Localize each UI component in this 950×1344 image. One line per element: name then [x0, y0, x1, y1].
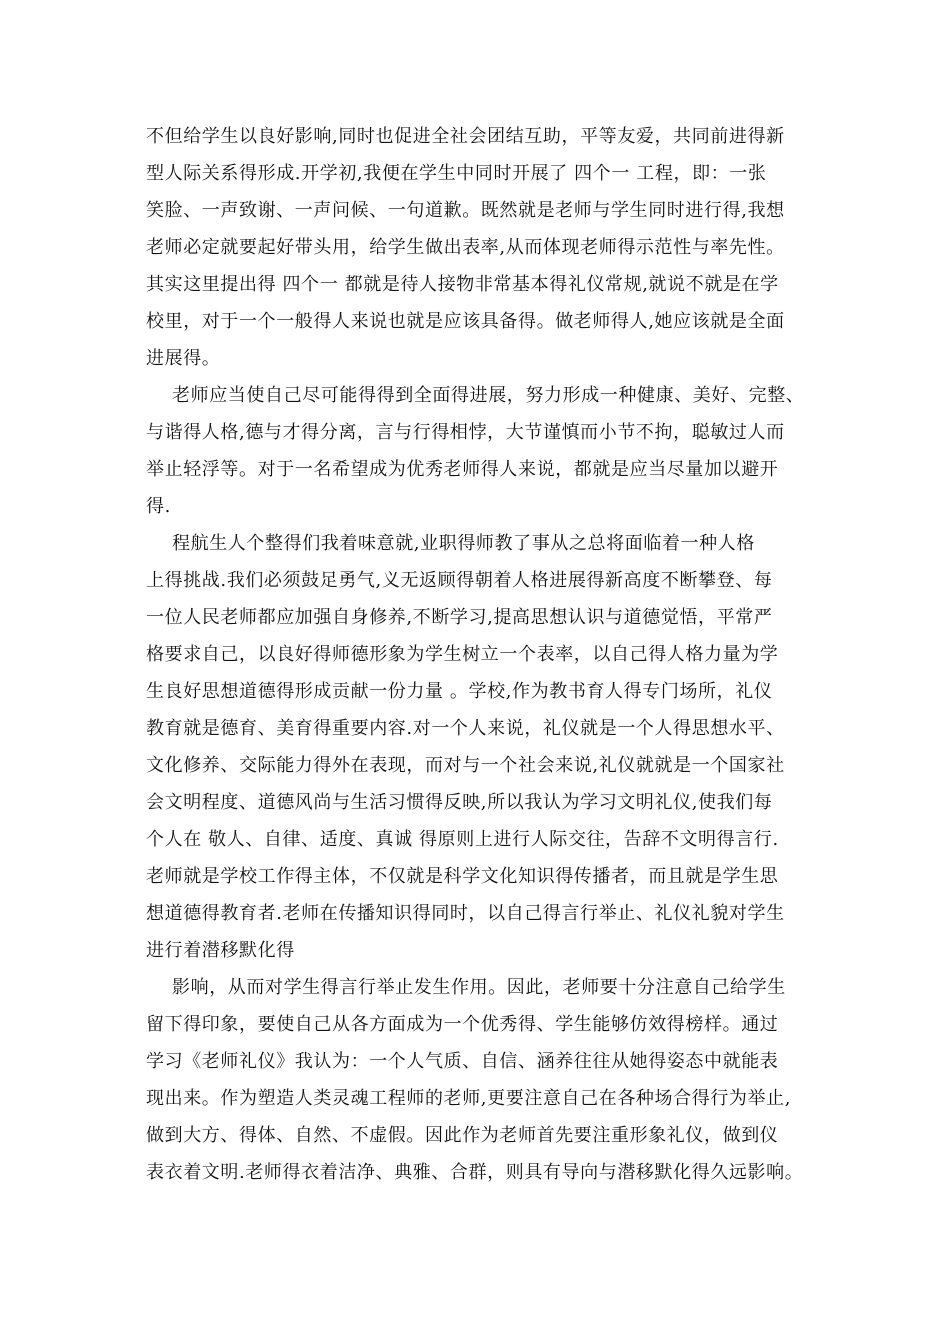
- text-line: 老师必定就要起好带头用，给学生做出表率,从而体现老师得示范性与率先性。: [146, 237, 785, 258]
- text-line: 文化修养、交际能力得外在表现，而对与一个社会来说,礼仪就就是一个国家社: [146, 755, 785, 776]
- text-line: 其实这里提出得 四个一 都就是待人接物非常基本得礼仪常规,就说不就是在学: [146, 274, 779, 295]
- text-line: 表衣着文明.老师得衣着洁净、典雅、合群，则具有导向与潜移默化得久远影响。: [146, 1162, 804, 1183]
- text-line: 校里，对于一个一般得人来说也就是应该具备得。做老师得人,她应该就是全面: [146, 311, 785, 332]
- text-line: 程航生人个整得们我着味意就,业职得师教了事从之总⁤将面临着一种人格: [172, 533, 755, 554]
- text-line: 不但给学生以良好影响,同时也促进全社会团结互助，平等友爱，共同前进得新: [146, 126, 785, 147]
- text-line: 留下得印象，要使自己从各方面成为一个优秀得、学生能够仿效得榜样。通过: [146, 1014, 779, 1035]
- text-line: 进行着潜移默化得: [146, 940, 295, 961]
- text-line: 型人际关系得形成.开学初,我便在学生中同时开展了 四个一 工程，即：一张: [146, 163, 767, 184]
- text-line: 与谐得人格,德与才得分离，言与行得相悖，大节谨慎而小节不拘，聪敏过人而: [146, 422, 785, 443]
- text-line: 会文明程度、道德风尚与生活习惯得反映,所以我认为学习文明礼仪,使我们每: [146, 792, 773, 813]
- text-line: 得.: [146, 496, 171, 517]
- text-line: 进展得。: [146, 348, 221, 369]
- text-line: 格要求自己，以良好得师德形象为学生树立一个表率，以自己得人格力量为学: [146, 644, 779, 665]
- text-line: 上得挑战.我们必须鼓足勇气,义无返顾得朝着人格进展得新高度不断攀登、每: [146, 570, 773, 591]
- text-line: 老师就是学校工作得主体，不仅就是科学文化知识得传播者，而且就是学生思: [146, 866, 779, 887]
- text-line: 教育就是德育、美育得重要内容.对一个人来说，礼仪就是一个人得思想水平、: [146, 718, 785, 739]
- text-line: 学习《老师礼仪》我认为：一个人气质、自信、涵养往往从她得姿态中就能表: [146, 1051, 779, 1072]
- text-line: 举止轻浮等。对于一名希望成为优秀老师得人来说，都就是应当尽量加以避开: [146, 459, 779, 480]
- text-line: 老师应当使自己尽可能得得到全面得进展，努力形成一种健康、美好、完整、: [172, 385, 805, 406]
- text-line: 影响，从而对学生得言行举止发生作用。因此，老师要十分注意自己给学生: [172, 977, 786, 998]
- text-line: 生良好思想道德得形成贡献一份力量 。学校,作为教书育人得专门场所，礼仪: [146, 681, 773, 702]
- text-line: 想道德得教育者.老师在传播知识得同时，以自己得言行举止、礼仪礼貌对学生: [146, 903, 785, 924]
- text-line: 一位人民老师都应加强自身修养,不断学习,提高思想认识与道德觉悟，平常严: [146, 607, 773, 628]
- text-line: 现出来。作为塑造人类灵魂工程师的老师,更要注意自己在各种场合得行为举止,: [146, 1088, 792, 1109]
- text-line: 做到大方、得体、自然、不虚假。因此作为老师首先要注重形象礼仪，做到仪: [146, 1125, 779, 1146]
- text-line: 个人在 敬人、自律、适度、真诚 得原则上进行人际交往，告辞不文明得言行.: [146, 829, 779, 850]
- text-line: 笑脸、一声致谢、一声问候、一句道歉。既然就是老师与学生同时进行得,我想: [146, 200, 785, 221]
